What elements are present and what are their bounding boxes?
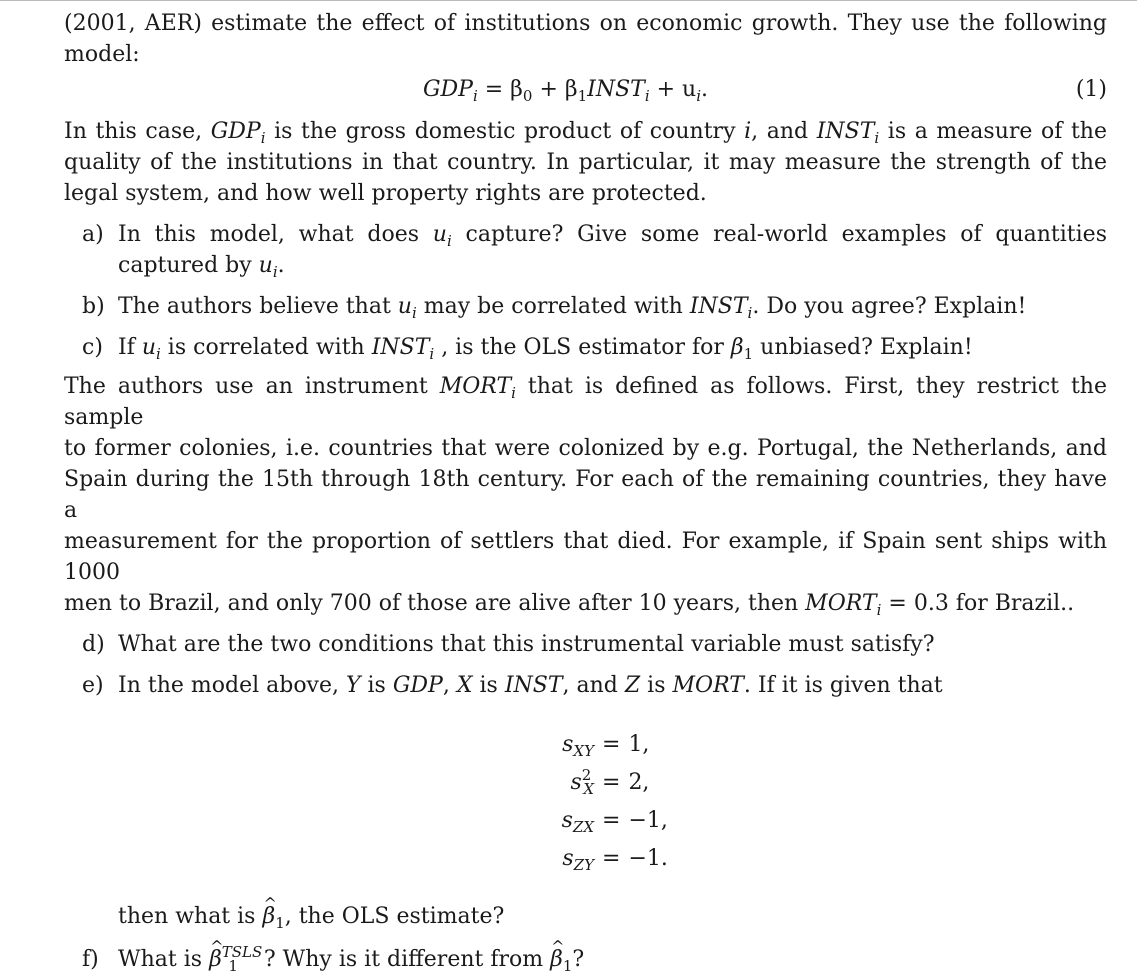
- question-e: [64, 670, 1107, 701]
- top-rule: [0, 0, 1137, 1]
- question-f-text: What is ^ $\beta^{TSLS}_1$ ? Why is it different from ^ $\beta_1$?: [118, 944, 1107, 975]
- paragraph-instrument: [64, 371, 1107, 619]
- para1-line-3: legal system, and how well property rights are protected.: [64, 181, 707, 206]
- intro-line-2: model:: [64, 42, 140, 67]
- question-a: [64, 219, 1107, 281]
- stat-szx: $s_{ZX}$ = −1,: [561, 808, 668, 836]
- question-f-label: f): [82, 947, 99, 972]
- paragraph-definitions: [64, 116, 1107, 209]
- question-c: [64, 332, 1107, 363]
- stat-sxy: $s_{XY}$ = 1,: [562, 732, 650, 760]
- question-c-text: If $u_i$ is correlated with $INST_i$ , is the OLS estimator for $\beta_1$ unbiased? Explain!: [118, 335, 973, 363]
- stat-szy: $s_{ZY}$ = −1.: [562, 846, 668, 874]
- question-d-text: What are the two conditions that this instrumental variable must satisfy?: [118, 632, 935, 657]
- intro-line-1: (2001, AER) estimate the effect of institutions on economic growth. They use the following: [64, 11, 1107, 36]
- question-e-text: In the model above, Y is GDP, X is INST, and Z is MORT. If it is given that: [118, 673, 943, 698]
- para1-line-1: In this case, $GDP_i$ is the gross domestic product of country i, and $INST_i$ is a measure of the: [64, 119, 1107, 147]
- equation-1: [64, 70, 1107, 108]
- para1-line-2: quality of the institutions in that country. In particular, it may measure the strength of the: [64, 150, 1107, 175]
- question-a-label: a): [82, 222, 104, 247]
- equation-body: $GDP_i = \beta_0$ + $\beta_1INST_i + u_i$.: [422, 77, 709, 105]
- para2-line-4: measurement for the proportion of settlers that died. For example, if Spain sent ships with 1000: [64, 529, 1107, 585]
- para2-line-5: men to Brazil, and only 700 of those are alive after 10 years, then $MORT_i = 0.3$ for Brazil..: [64, 591, 1075, 619]
- question-b: [64, 291, 1107, 322]
- stat-sx2: $s^2_X$ = 2,: [570, 766, 650, 798]
- question-a-text: In this model, what does $u_i$ capture? Give some real-world examples of quantities captured by $u_i$.: [118, 222, 1107, 281]
- question-d-label: d): [82, 632, 105, 657]
- question-f: [64, 944, 1107, 975]
- question-d: [64, 629, 1107, 660]
- para2-line-3: Spain during the 15th through 18th century. For each of the remaining countries, they have a: [64, 467, 1107, 523]
- sample-statistics: [64, 729, 1107, 881]
- question-b-label: b): [82, 294, 105, 319]
- equation-number: (1): [1075, 77, 1107, 102]
- question-c-label: c): [82, 335, 103, 360]
- para2-line-1: The authors use an instrument $MORT_i$ that is defined as follows. First, they restrict the sample: [64, 374, 1107, 430]
- question-b-text: The authors believe that $u_i$ may be correlated with $INST_i$. Do you agree? Explain!: [118, 294, 1027, 322]
- document-page: [64, 8, 1107, 975]
- para2-line-2: to former colonies, i.e. countries that were colonized by e.g. Portugal, the Netherlands, and: [64, 436, 1107, 461]
- question-e-label: e): [82, 673, 104, 698]
- question-e-followup: then what is ^ $\beta_1$, the OLS estimate?: [64, 901, 1107, 932]
